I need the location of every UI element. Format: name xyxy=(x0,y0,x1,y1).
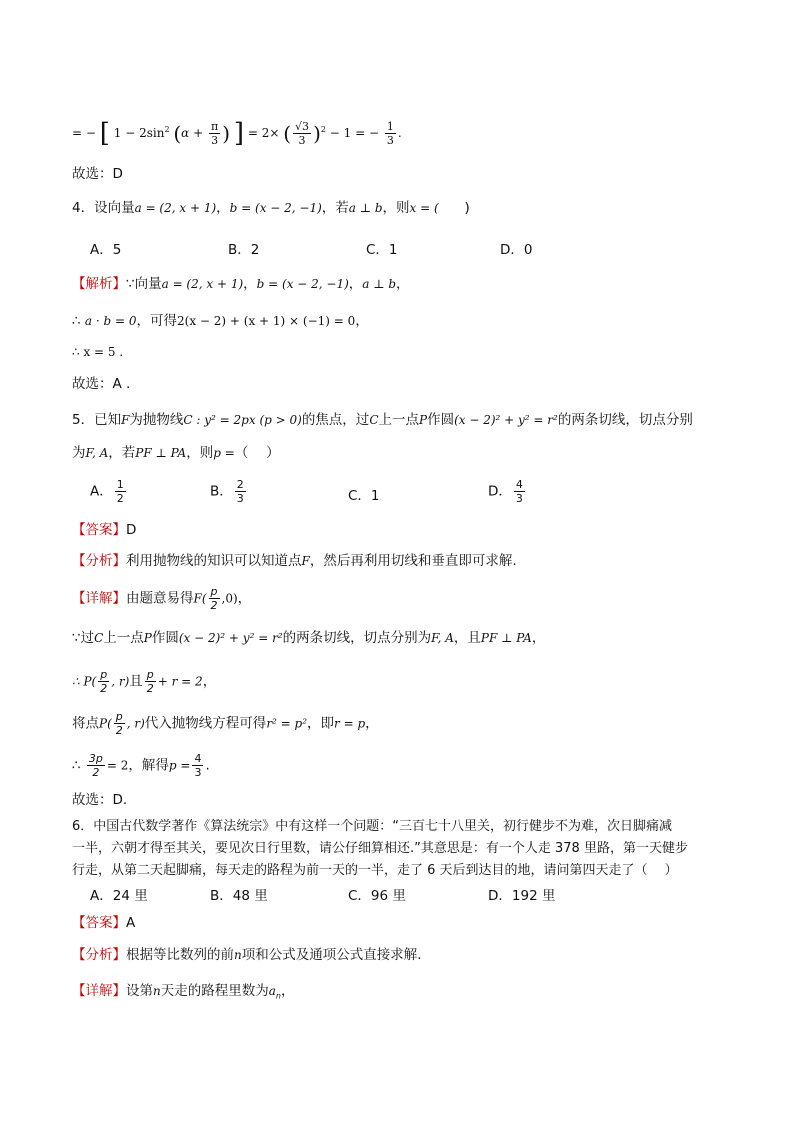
q5-l2-circle: (x − 2)² + y² = r² xyxy=(178,631,283,645)
q5-stem-line2 xyxy=(72,443,280,463)
q5-analysis-F: F xyxy=(301,554,310,568)
q5-analysis-a: 利用抛物线的知识可以知道点 xyxy=(126,553,302,569)
q6-detail-tag: 【详解】 xyxy=(72,983,126,999)
q4-answer: 故选：A . xyxy=(72,376,131,392)
q5-p-eq: p = xyxy=(213,446,235,460)
q5-s1a: 5．已知 xyxy=(72,412,122,428)
q5-l3e: ， xyxy=(202,673,217,690)
q4-analysis-sep: ， xyxy=(243,276,257,292)
q3-pi: π xyxy=(210,120,219,133)
q5-l4c: 代入抛物线方程可得 xyxy=(144,715,267,732)
q5-l3-den: 2 xyxy=(100,682,108,695)
q5-detail-tag: 【详解】 xyxy=(72,590,126,607)
q5-detail-F-end: ,0) xyxy=(221,591,238,606)
q5-detail-den: 2 xyxy=(210,599,218,612)
q6-detail-b: 天走的路程里数为 xyxy=(160,983,269,999)
q5-s1e: 作圆 xyxy=(427,412,455,428)
q3-sq2: 2 xyxy=(320,125,326,134)
q4-analysis-tag: 【解析】 xyxy=(72,276,126,292)
q5-s2b: ，若 xyxy=(108,445,136,461)
q6-option-b[interactable]: B．48 里 xyxy=(210,888,268,904)
q4-step1-end: ， xyxy=(355,313,369,329)
q3-formula-lhs: = − xyxy=(72,126,96,140)
q5-l3d: + r = 2 xyxy=(157,674,203,689)
q5-detail-frac xyxy=(209,585,220,612)
q5-l3-num: p xyxy=(100,668,108,681)
q5-l4a: 将点 xyxy=(72,715,99,732)
q3-formula xyxy=(72,120,402,147)
q6-detail-n: n xyxy=(153,984,161,998)
q5-analysis-tag: 【分析】 xyxy=(72,553,126,569)
q3-three: 3 xyxy=(211,134,219,147)
q5-analysis-line xyxy=(72,551,517,571)
q5-l4-eq: r² = p² xyxy=(266,716,308,731)
q5-answer-tag: 【答案】 xyxy=(72,522,126,538)
q3-sqrt3: √3 xyxy=(295,120,310,133)
q5-l2f: ， xyxy=(531,630,546,646)
q4-analysis-end: ， xyxy=(396,276,410,292)
q5-l5-num: 3p xyxy=(88,752,103,765)
q5-l4e: ， xyxy=(365,715,379,732)
q5-opt-a-num: 1 xyxy=(116,478,124,491)
q4-step2: ∴ x = 5 . xyxy=(72,345,124,359)
q6-detail-end: ， xyxy=(280,983,295,999)
q5-s1f: 的两条切线，切点分别 xyxy=(557,412,693,428)
q4-step1 xyxy=(72,311,369,331)
q5-line3 xyxy=(72,668,216,695)
q6-stem-line2: 一半，六朝才得至其关，要见次日行里数，请公仔细算相还.”其意思是：有一个人走 378 里路，第一天健步 xyxy=(72,841,688,856)
q4-mid: ，若 xyxy=(321,200,349,216)
q5-l4-den: 2 xyxy=(115,724,123,737)
q5-option-b[interactable] xyxy=(210,478,248,505)
q5-line2 xyxy=(72,628,545,648)
q3-answer: 故选：D xyxy=(72,166,123,182)
q5-l4b: , r) xyxy=(126,716,145,731)
q5-opt-b-label: B． xyxy=(210,483,233,500)
q6-detail-line xyxy=(72,981,294,1007)
q5-l5c: ，解得 xyxy=(128,757,169,774)
q4-analysis xyxy=(72,274,410,294)
q3-alpha: α + xyxy=(181,126,204,140)
q3-sq: 2 xyxy=(164,125,170,134)
q4-vec-b: b = (x − 2, −1) xyxy=(229,201,322,215)
q5-s2a: 为 xyxy=(72,445,86,461)
q5-blank: （ ） xyxy=(234,445,280,461)
q6-analysis-n: n xyxy=(234,948,242,962)
q5-FA: F, A xyxy=(85,446,109,460)
q5-l2d: 的两条切线，切点分别为 xyxy=(282,630,432,646)
q6-analysis-line xyxy=(72,945,422,965)
q5-l5-num2: 4 xyxy=(194,752,202,765)
q4-option-d[interactable]: D．0 xyxy=(500,242,533,258)
q5-l2-perp: PF ⊥ PA xyxy=(480,631,532,645)
q5-perp: PF ⊥ PA xyxy=(135,446,187,460)
q5-opt-a-label: A． xyxy=(90,483,113,500)
q5-s1-C: C xyxy=(369,413,379,427)
q5-l4-P: P( xyxy=(99,716,112,731)
q3-frac-pi xyxy=(209,120,220,147)
q5-opt-b-frac xyxy=(235,478,246,505)
q5-opt-b-num: 2 xyxy=(236,478,244,491)
q5-l2-FA: F, A xyxy=(431,631,454,645)
q4-prefix: 4．设向量 xyxy=(72,200,135,216)
q4-analysis-a: a = (2, x + 1) xyxy=(161,277,244,291)
q5-l5-frac2 xyxy=(192,752,203,779)
q5-detail-num: p xyxy=(210,585,218,598)
q5-analysis-b: ，然后再利用切线和垂直即可求解. xyxy=(309,553,517,569)
q5-l3-num2: p xyxy=(146,668,154,681)
q5-opt-d-num: 4 xyxy=(515,478,523,491)
q5-answer-val: D xyxy=(126,522,137,538)
q5-l5e: . xyxy=(205,757,210,774)
q5-l4d: ，即 xyxy=(307,715,335,732)
q6-option-c[interactable]: C．96 里 xyxy=(348,888,406,904)
q5-l3c: 且 xyxy=(129,673,143,690)
q6-analysis-a: 根据等比数列的前 xyxy=(126,947,234,963)
q3-three3: 3 xyxy=(386,134,394,147)
q5-l2-C: C xyxy=(94,631,104,645)
q5-l5-frac1 xyxy=(87,752,105,779)
q5-parabola: C : y² = 2px (p > 0) xyxy=(183,413,302,427)
q4-stem xyxy=(72,198,470,218)
q5-detail-F: F( xyxy=(193,591,207,606)
q6-option-a[interactable]: A．24 里 xyxy=(90,888,148,904)
q4-analysis-sep2: ， xyxy=(348,276,363,292)
q5-detail-end: ， xyxy=(237,590,252,607)
q4-dot: a · b = 0 xyxy=(84,314,137,328)
q6-analysis-tag: 【分析】 xyxy=(72,947,126,963)
q5-opt-b-den: 3 xyxy=(236,492,244,505)
q5-s1c: 的焦点，过 xyxy=(301,412,370,428)
q4-therefore: ∴ xyxy=(72,313,81,329)
q3-paren2-open: ( xyxy=(283,121,292,146)
q6-analysis-b: 项和公式及通项公式直接求解. xyxy=(241,947,422,963)
q5-answer: 故选：D. xyxy=(72,792,128,808)
q5-circle: (x − 2)² + y² = r² xyxy=(454,413,558,427)
q5-detail-a: 由题意易得 xyxy=(126,590,194,607)
q5-l3b: , r) xyxy=(111,674,130,689)
q5-l4-frac xyxy=(114,710,125,737)
q4-perp: a ⊥ b xyxy=(348,201,383,215)
q5-l5-den: 2 xyxy=(92,766,100,779)
q5-l2c: 作圆 xyxy=(151,630,179,646)
q5-opt-a-den: 2 xyxy=(116,492,124,505)
q6-detail-sub: n xyxy=(275,991,281,1001)
q5-l2-P: P xyxy=(143,631,152,645)
q5-l2a: ∵过 xyxy=(72,630,95,646)
q5-opt-d-label: D． xyxy=(488,483,512,500)
q5-opt-d-den: 3 xyxy=(515,492,523,505)
q5-l4-num: p xyxy=(115,710,123,723)
q4-analysis-perp: a ⊥ b xyxy=(362,277,397,291)
q3-one-minus: 1 − 2sin xyxy=(113,126,165,140)
q4-option-b[interactable]: B．2 xyxy=(228,242,260,258)
q5-s1-P: P xyxy=(419,413,428,427)
q5-l3a: ∴ P( xyxy=(72,674,97,689)
q5-l5-den2: 3 xyxy=(194,766,202,779)
q5-l4-eq2: r = p xyxy=(334,716,366,731)
q3-frac-third xyxy=(385,120,396,147)
q4-because: ∵向量 xyxy=(126,276,162,292)
q5-s1-F: F xyxy=(121,413,130,427)
q6-stem-line1: 6．中国古代数学著作《算法统宗》中有这样一个问题：“三百七十八里关，初行健步不为难，次日脚痛减 xyxy=(72,819,673,834)
q5-s1b: 为抛物线 xyxy=(129,412,184,428)
q4-blank-close: ) xyxy=(464,200,470,216)
q3-bracket-close: ] xyxy=(233,118,245,149)
q3-minus1: − 1 = − xyxy=(329,126,380,140)
q5-l2b: 上一点 xyxy=(103,630,144,646)
q5-s2c: ，则 xyxy=(186,445,214,461)
q5-l5a: ∴ xyxy=(72,757,81,774)
q5-option-d[interactable] xyxy=(488,478,527,505)
q4-option-a[interactable]: A．5 xyxy=(90,242,122,258)
q4-vec-a: a = (2, x + 1) xyxy=(134,201,217,215)
q5-l5d: p = xyxy=(168,758,191,773)
q6-answer-tag: 【答案】 xyxy=(72,915,126,931)
q5-l3-den2: 2 xyxy=(146,682,154,695)
q6-answer-val: A xyxy=(126,915,136,931)
q4-step1-text: ，可得 xyxy=(136,313,177,329)
q3-paren2-close: ) xyxy=(313,121,321,146)
q6-stem-line3: 行走，从第二天起脚痛，每天走的路程为前一天的一半，走了 6 天后到达目的地，请问第四天走了（ ） xyxy=(72,863,678,878)
q5-l3-frac2 xyxy=(145,668,156,695)
q5-s1d: 上一点 xyxy=(378,412,419,428)
q5-line5 xyxy=(72,752,210,779)
q5-detail-line xyxy=(72,585,251,612)
q6-answer-line xyxy=(72,913,135,933)
q6-detail-an: a xyxy=(268,984,276,998)
q4-step1-eq: 2(x − 2) + (x + 1) × (−1) = 0 xyxy=(177,314,356,328)
q3-eq2: = 2× xyxy=(247,126,280,140)
q3-paren-open: ( xyxy=(173,121,182,146)
q5-l3-frac1 xyxy=(98,668,109,695)
q5-l2e: ，且 xyxy=(453,630,481,646)
q5-stem-line1 xyxy=(72,410,693,430)
q3-bracket-open: [ xyxy=(99,118,110,149)
q3-three2: 3 xyxy=(298,134,306,147)
q4-option-c[interactable]: C．1 xyxy=(366,242,398,258)
q5-opt-a-frac xyxy=(115,478,126,505)
q3-end: . xyxy=(397,126,402,140)
q6-detail-a: 设第 xyxy=(126,983,153,999)
q5-line4 xyxy=(72,710,379,737)
q3-one: 1 xyxy=(386,120,394,133)
q3-frac-sqrt xyxy=(293,120,311,147)
q5-answer-line xyxy=(72,520,136,540)
q5-option-a[interactable] xyxy=(90,478,128,505)
q4-x-eq: x = ( xyxy=(409,201,439,215)
q3-paren-close: ) xyxy=(222,121,231,146)
q5-l5b: = 2 xyxy=(106,758,129,773)
q4-sep1: ， xyxy=(216,200,230,216)
q5-opt-d-frac xyxy=(514,478,525,505)
q4-then: ，则 xyxy=(382,200,410,216)
q4-analysis-b: b = (x − 2, −1) xyxy=(256,277,349,291)
q6-option-d[interactable]: D．192 里 xyxy=(488,888,556,904)
q5-option-c[interactable]: C．1 xyxy=(348,488,380,504)
